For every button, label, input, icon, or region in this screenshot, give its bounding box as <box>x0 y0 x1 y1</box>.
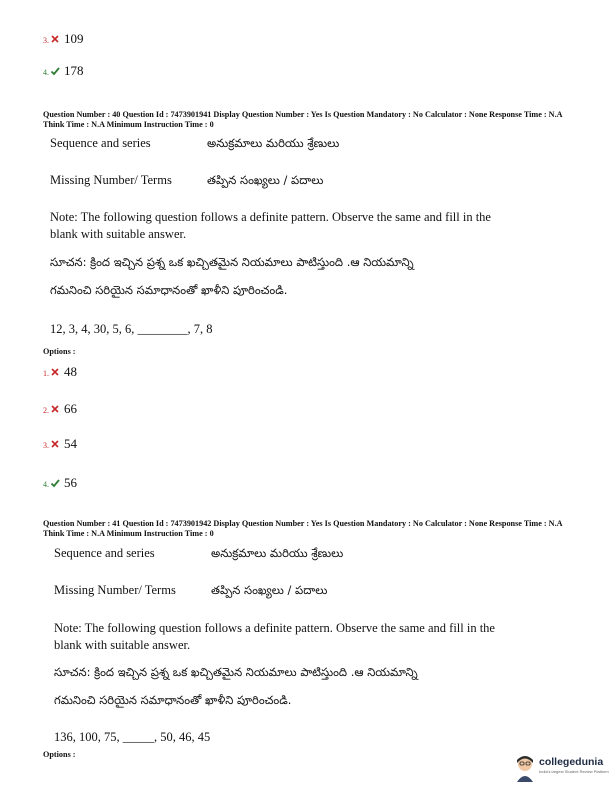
option-number: 1. <box>43 369 49 378</box>
option-number: 3. <box>43 441 49 450</box>
collegedunia-logo <box>514 752 609 786</box>
subtopic-en: Missing Number/ Terms <box>50 173 172 187</box>
subtopic-te: తప్పిన సంఖ్యలు / పదాలు <box>211 583 328 597</box>
options-label: Options : <box>43 750 76 759</box>
topic-row <box>54 546 343 563</box>
correct-check-icon <box>50 478 60 488</box>
option-3 <box>43 32 84 46</box>
note-te-line2: గమనించి సరియైన సమాధానంతో ఖాళీని పూరించండి. <box>54 693 292 707</box>
subtopic-row <box>50 173 323 190</box>
options-label: Options : <box>43 347 76 356</box>
sequence: 12, 3, 4, 30, 5, 6, ________, 7, 8 <box>50 322 213 336</box>
note-te-line1: సూచన: క్రింద ఇచ్చిన ప్రశ్న ఒక ఖచ్చితమైన నియమాలు పాటిస్తుంది .ఆ నియమాన్ని <box>54 665 418 679</box>
topic-en: Sequence and series <box>54 546 155 560</box>
note-te-line2: గమనించి సరియైన సమాధానంతో ఖాళీని పూరించండి. <box>50 283 288 297</box>
note-te-line1: సూచన: క్రింద ఇచ్చిన ప్రశ్న ఒక ఖచ్చితమైన నియమాలు పాటిస్తుంది .ఆ నియమాన్ని <box>50 255 414 269</box>
topic-row <box>50 136 339 153</box>
wrong-cross-icon <box>50 404 60 414</box>
option-number: 3. <box>43 36 49 45</box>
option-4 <box>43 64 84 78</box>
option-4 <box>43 476 77 490</box>
correct-check-icon <box>50 66 60 76</box>
subtopic-te: తప్పిన సంఖ్యలు / పదాలు <box>207 173 324 187</box>
option-number: 4. <box>43 480 49 489</box>
logo-tagline: India's largest Student Review Platform <box>539 769 609 774</box>
student-avatar-icon <box>514 754 536 784</box>
option-3 <box>43 437 77 451</box>
option-value: 109 <box>64 31 84 46</box>
topic-te: అనుక్రమాలు మరియు శ్రేణులు <box>211 546 344 560</box>
logo-name: collegedunia <box>539 756 604 768</box>
wrong-cross-icon <box>50 367 60 377</box>
option-number: 4. <box>43 68 49 77</box>
note-en: Note: The following question follows a definite pattern. Observe the same and fill in the blank with suitable answer. <box>50 210 491 241</box>
topic-en: Sequence and series <box>50 136 151 150</box>
question-header: Question Number : 40 Question Id : 7473901941 Display Question Number : Yes Is Question Mandatory : No Calculator : None Response Time : N.A Think Time : N.A Minimum Instruction Time : 0 <box>43 110 563 129</box>
subtopic-en: Missing Number/ Terms <box>54 583 176 597</box>
option-2 <box>43 402 77 416</box>
option-1 <box>43 365 77 379</box>
option-value: 178 <box>64 63 84 78</box>
question-header: Question Number : 41 Question Id : 7473901942 Display Question Number : Yes Is Question Mandatory : No Calculator : None Response Time : N.A Think Time : N.A Minimum Instruction Time : 0 <box>43 519 563 538</box>
note-en: Note: The following question follows a definite pattern. Observe the same and fill in the blank with suitable answer. <box>54 621 495 652</box>
subtopic-row <box>54 583 327 600</box>
option-value: 66 <box>64 401 77 416</box>
wrong-cross-icon <box>50 34 60 44</box>
wrong-cross-icon <box>50 439 60 449</box>
option-value: 54 <box>64 436 77 451</box>
sequence: 136, 100, 75, _____, 50, 46, 45 <box>54 730 211 744</box>
topic-te: అనుక్రమాలు మరియు శ్రేణులు <box>207 136 340 150</box>
option-value: 56 <box>64 475 77 490</box>
option-value: 48 <box>64 364 77 379</box>
option-number: 2. <box>43 406 49 415</box>
